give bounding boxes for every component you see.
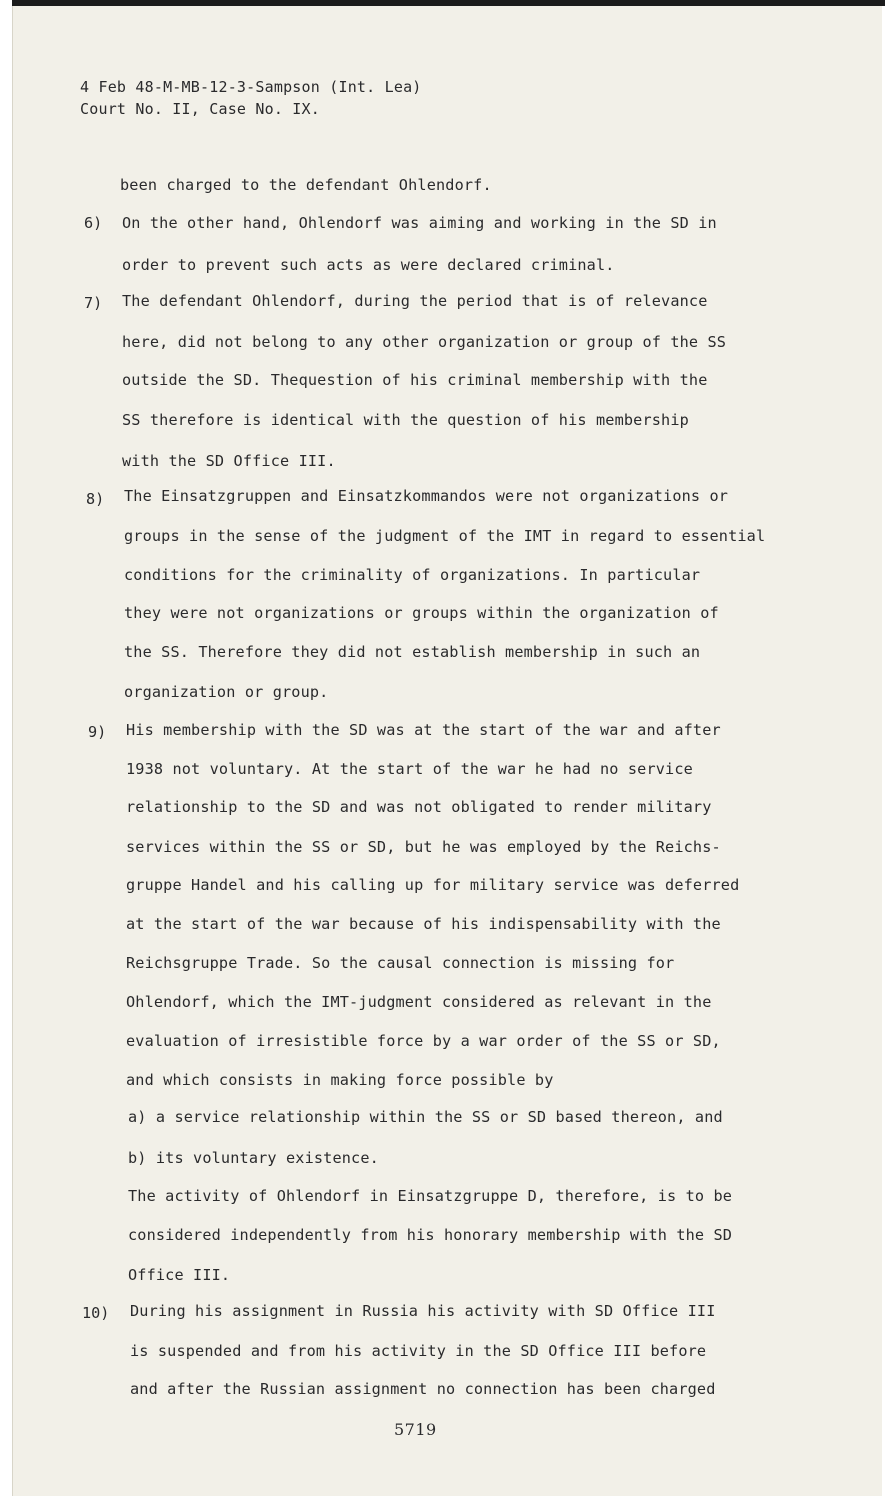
paragraph-9-line: Office III. xyxy=(128,1266,231,1284)
paragraph-9-line: The activity of Ohlendorf in Einsatzgruppe D, therefore, is to be xyxy=(128,1187,733,1205)
page-number: 5719 xyxy=(394,1420,437,1439)
paragraph-9-line: and which consists in making force possible by xyxy=(126,1071,554,1089)
paragraph-10-line: and after the Russian assignment no connection has been charged xyxy=(130,1380,716,1398)
paragraph-9-line: 1938 not voluntary. At the start of the war he had no service xyxy=(126,760,693,778)
paragraph-9-sub-b: b) its voluntary existence. xyxy=(128,1149,379,1167)
paragraph-9-sub-a: a) a service relationship within the SS or SD based thereon, and xyxy=(128,1108,723,1126)
paragraph-9-line: Reichsgruppe Trade. So the causal connection is missing for xyxy=(126,954,675,972)
paragraph-10-line: is suspended and from his activity in the SD Office III before xyxy=(130,1342,707,1360)
paragraph-6-line: order to prevent such acts as were declared criminal. xyxy=(122,256,615,274)
paragraph-7-number: 7) xyxy=(84,294,103,312)
paragraph-9-line: evaluation of irresistible force by a war order of the SS or SD, xyxy=(126,1032,721,1050)
paragraph-8-line: The Einsatzgruppen and Einsatzkommandos were not organizations or xyxy=(124,487,729,505)
document-header xyxy=(80,76,422,120)
intro-line: been charged to the defendant Ohlendorf. xyxy=(120,176,492,194)
paragraph-9-line: His membership with the SD was at the start of the war and after xyxy=(126,721,721,739)
paragraph-8-line: organization or group. xyxy=(124,683,329,701)
paragraph-8-number: 8) xyxy=(86,490,105,508)
header-line-1: 4 Feb 48-M-MB-12-3-Sampson (Int. Lea) xyxy=(80,78,422,96)
paragraph-9-line: considered independently from his honorary membership with the SD xyxy=(128,1226,733,1244)
paragraph-8-line: the SS. Therefore they did not establish membership in such an xyxy=(124,643,701,661)
paragraph-8-line: groups in the sense of the judgment of the IMT in regard to essential xyxy=(124,527,766,545)
paragraph-9-number: 9) xyxy=(88,723,107,741)
scan-left-margin xyxy=(0,0,12,1500)
paragraph-7-line: The defendant Ohlendorf, during the period that is of relevance xyxy=(122,292,708,310)
paragraph-9-line: relationship to the SD and was not obligated to render military xyxy=(126,798,712,816)
paragraph-7-line: here, did not belong to any other organization or group of the SS xyxy=(122,333,727,351)
paragraph-9-line: at the start of the war because of his indispensability with the xyxy=(126,915,721,933)
paragraph-8-line: conditions for the criminality of organizations. In particular xyxy=(124,566,701,584)
header-line-2: Court No. II, Case No. IX. xyxy=(80,100,320,118)
paragraph-9-line: services within the SS or SD, but he was employed by the Reichs- xyxy=(126,838,721,856)
paragraph-8-line: they were not organizations or groups within the organization of xyxy=(124,604,719,622)
paragraph-7-line: SS therefore is identical with the question of his membership xyxy=(122,411,689,429)
paragraph-9-line: gruppe Handel and his calling up for military service was deferred xyxy=(126,876,740,894)
paragraph-6-number: 6) xyxy=(84,214,103,232)
paragraph-9-line: Ohlendorf, which the IMT-judgment considered as relevant in the xyxy=(126,993,712,1011)
paragraph-7-line: outside the SD. Thequestion of his criminal membership with the xyxy=(122,371,708,389)
paragraph-10-number: 10) xyxy=(82,1304,110,1322)
paragraph-10-line: During his assignment in Russia his activity with SD Office III xyxy=(130,1302,716,1320)
paragraph-6-line: On the other hand, Ohlendorf was aiming and working in the SD in xyxy=(122,214,717,232)
paragraph-7-line: with the SD Office III. xyxy=(122,452,336,470)
